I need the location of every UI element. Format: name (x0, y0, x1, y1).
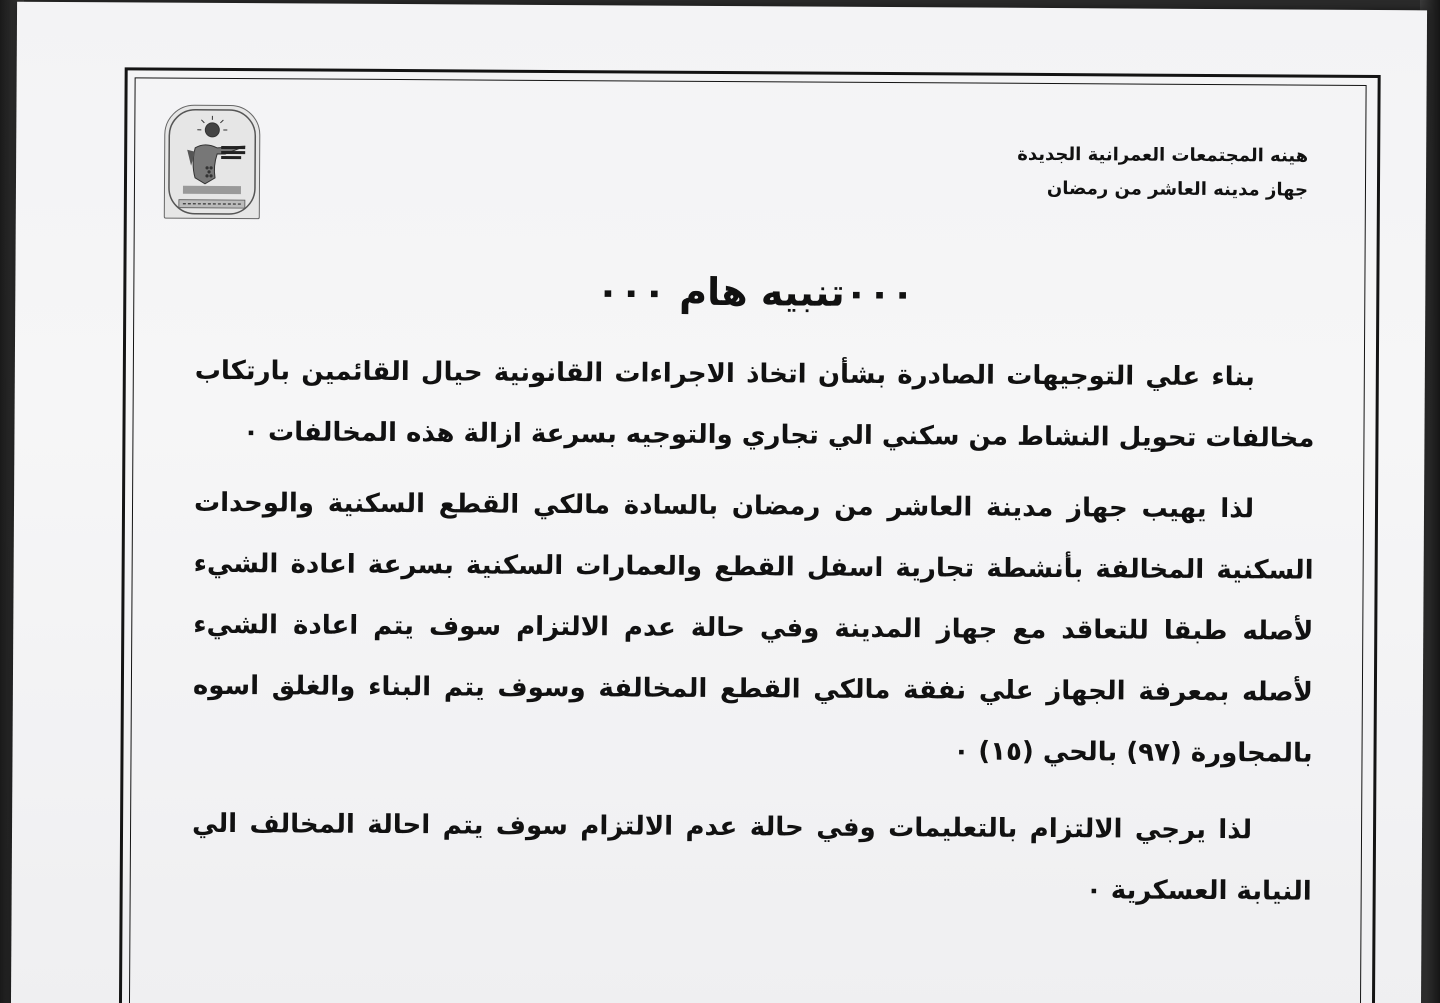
paragraph-directives: بناء علي التوجيهات الصادرة بشأن اتخاذ الاجراءات القانونية حيال القائمين بارتكاب مخالفات تحويل النشاط من سكني الي تجاري والتوجيه بسرعة ازالة هذه المخالفات ٠ (194, 355, 1315, 454)
authority-name: هينه المجتمعات العمرانية الجديدة (1017, 143, 1309, 167)
paragraph-compliance-warning: لذا يرجي الالتزام بالتعليمات وفي حالة عدم الالتزام سوف يتم احالة المخالف الي النيابة العسكرية ٠ (191, 808, 1312, 907)
notice-title: ٠٠٠تنبيه هام ٠٠٠ (596, 269, 915, 316)
paragraph-owners-appeal: لذا يهيب جهاز مدينة العاشر من رمضان بالسادة مالكي القطع السكنية والوحدات السكنية المخالفة بأنشطة تجارية اسفل القطع والعمارات السكنية بسرعة اعادة الشيء لأصله طبقا للتعاقد مع جهاز المدينة وفي حالة عدم الالتزام سوف يتم اعادة الشيء لأصله بمعرفة الجهاز علي نفقة مالكي القطع المخالفة وسوف يتم البناء والغلق اسوه بالمجاورة (٩٧) بالحي (١٥) ٠ (192, 487, 1314, 769)
agency-name: جهاز مدينه العاشر من رمضان (1046, 177, 1309, 201)
notice-paper (11, 2, 1427, 1003)
notice-content (192, 133, 1317, 923)
